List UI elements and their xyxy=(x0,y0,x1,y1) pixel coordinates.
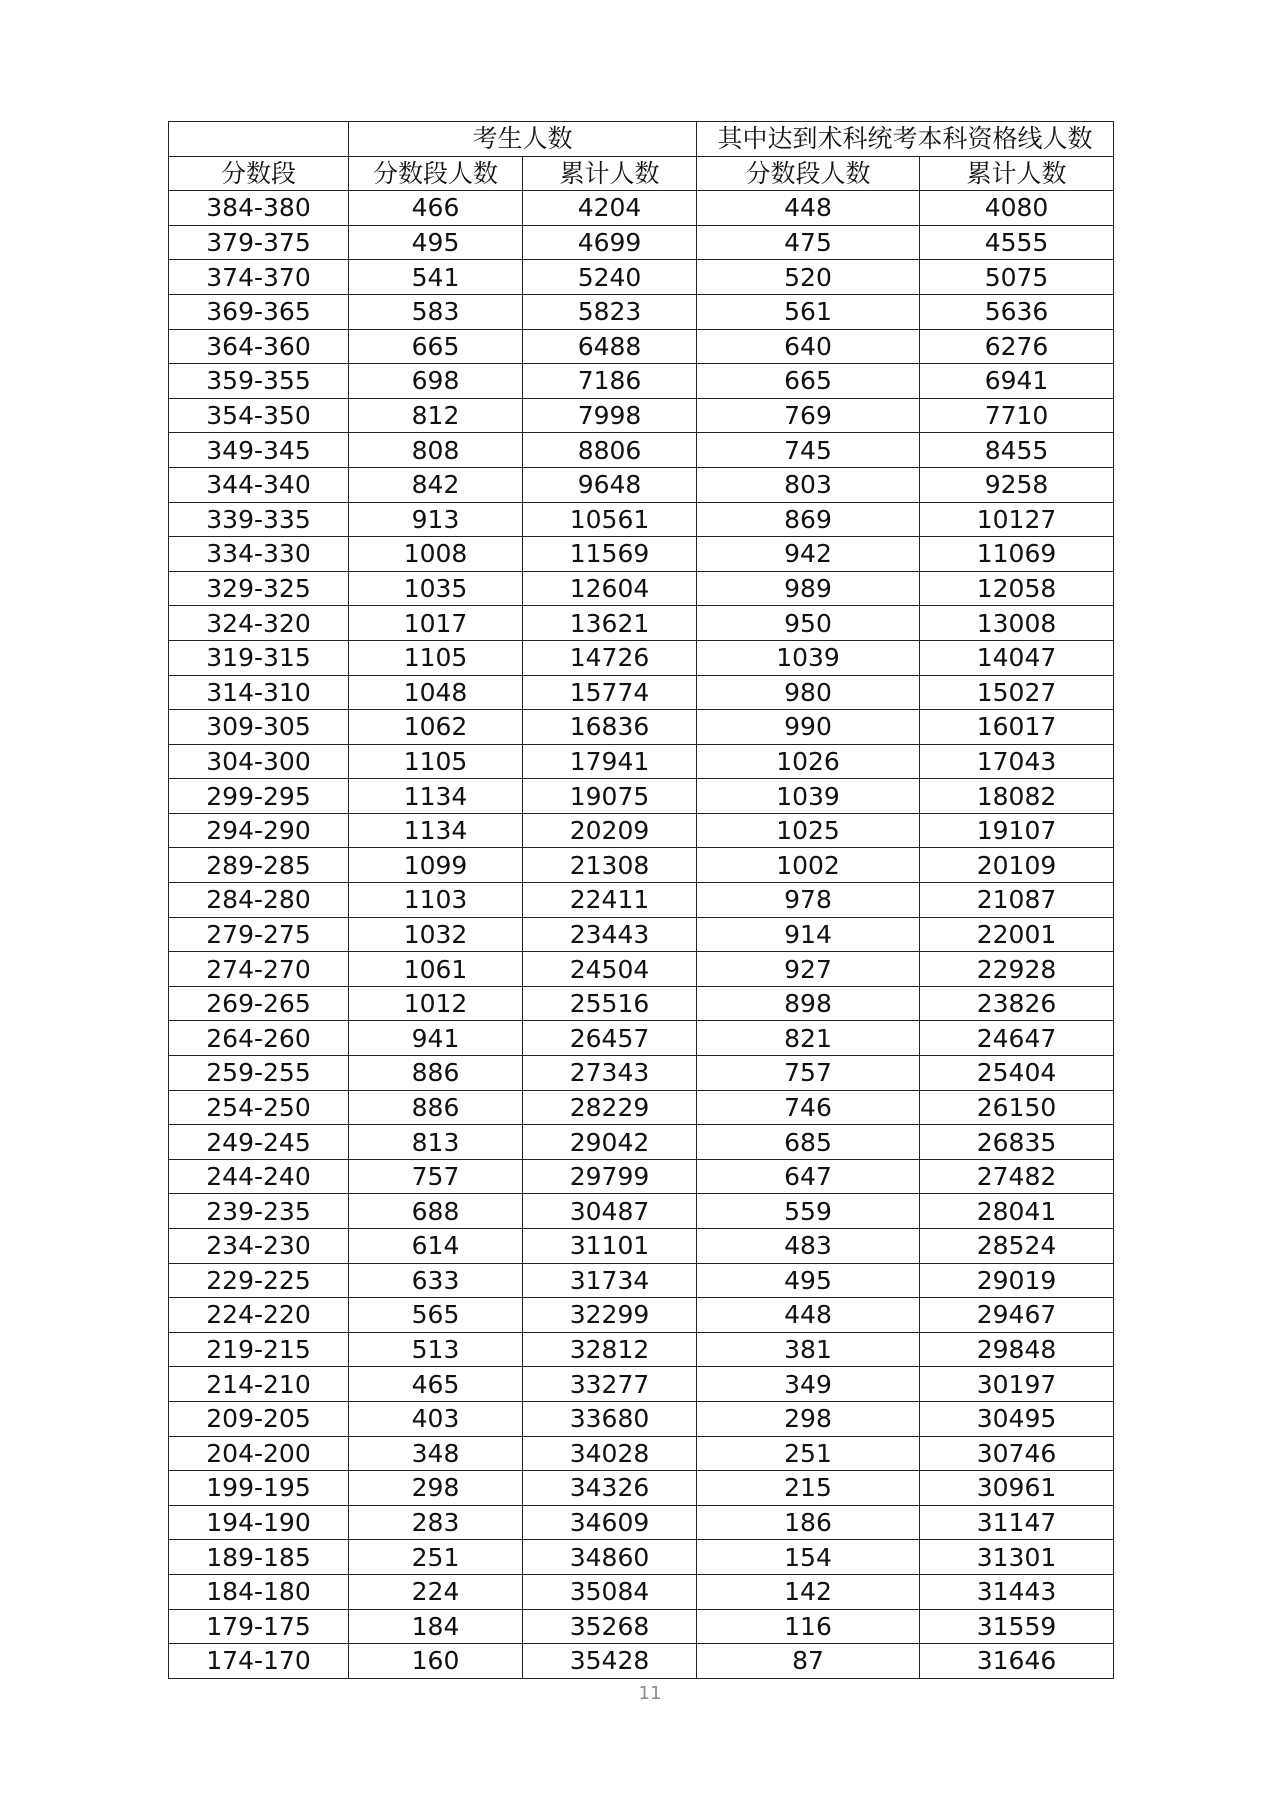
qualified-cumulative-count-cell: 31559 xyxy=(920,1609,1114,1644)
qualified-cumulative-count-cell: 31646 xyxy=(920,1644,1114,1679)
cumulative-count-cell: 4204 xyxy=(523,191,697,226)
table-row xyxy=(169,1505,1114,1540)
score-range-cell: 334-330 xyxy=(169,537,349,572)
qualified-segment-count-cell: 757 xyxy=(697,1056,920,1091)
qualified-segment-count-cell: 142 xyxy=(697,1574,920,1609)
score-range-cell: 349-345 xyxy=(169,433,349,468)
table-row xyxy=(169,260,1114,295)
table-row xyxy=(169,1229,1114,1264)
score-range-cell: 339-335 xyxy=(169,502,349,537)
qualified-segment-count-cell: 215 xyxy=(697,1471,920,1506)
qualified-segment-count-cell: 381 xyxy=(697,1332,920,1367)
segment-count-cell: 283 xyxy=(349,1505,523,1540)
cumulative-count-cell: 7998 xyxy=(523,398,697,433)
cumulative-count-cell: 13621 xyxy=(523,606,697,641)
segment-count-cell: 913 xyxy=(349,502,523,537)
qualified-segment-count-cell: 745 xyxy=(697,433,920,468)
header-qualified-cumulative-count: 累计人数 xyxy=(920,156,1114,191)
segment-count-cell: 583 xyxy=(349,294,523,329)
table-row xyxy=(169,1644,1114,1679)
qualified-cumulative-count-cell: 27482 xyxy=(920,1159,1114,1194)
segment-count-cell: 1134 xyxy=(349,779,523,814)
qualified-segment-count-cell: 990 xyxy=(697,710,920,745)
score-range-cell: 274-270 xyxy=(169,952,349,987)
cumulative-count-cell: 5823 xyxy=(523,294,697,329)
qualified-segment-count-cell: 495 xyxy=(697,1263,920,1298)
header-group-row xyxy=(169,122,1114,157)
score-range-cell: 354-350 xyxy=(169,398,349,433)
table-row xyxy=(169,191,1114,226)
qualified-segment-count-cell: 914 xyxy=(697,917,920,952)
table-row xyxy=(169,640,1114,675)
score-range-cell: 254-250 xyxy=(169,1090,349,1125)
qualified-segment-count-cell: 448 xyxy=(697,1298,920,1333)
qualified-cumulative-count-cell: 28524 xyxy=(920,1229,1114,1264)
table-row xyxy=(169,329,1114,364)
cumulative-count-cell: 11569 xyxy=(523,537,697,572)
score-range-cell: 319-315 xyxy=(169,640,349,675)
table-row xyxy=(169,744,1114,779)
score-range-cell: 184-180 xyxy=(169,1574,349,1609)
table-row xyxy=(169,1298,1114,1333)
score-range-cell: 299-295 xyxy=(169,779,349,814)
cumulative-count-cell: 25516 xyxy=(523,986,697,1021)
qualified-cumulative-count-cell: 13008 xyxy=(920,606,1114,641)
table-row xyxy=(169,952,1114,987)
segment-count-cell: 1032 xyxy=(349,917,523,952)
qualified-segment-count-cell: 746 xyxy=(697,1090,920,1125)
table-row xyxy=(169,917,1114,952)
qualified-cumulative-count-cell: 29467 xyxy=(920,1298,1114,1333)
qualified-segment-count-cell: 1039 xyxy=(697,640,920,675)
score-range-cell: 294-290 xyxy=(169,813,349,848)
qualified-segment-count-cell: 475 xyxy=(697,225,920,260)
score-range-cell: 309-305 xyxy=(169,710,349,745)
table-row xyxy=(169,1194,1114,1229)
segment-count-cell: 1048 xyxy=(349,675,523,710)
qualified-cumulative-count-cell: 22001 xyxy=(920,917,1114,952)
cumulative-count-cell: 4699 xyxy=(523,225,697,260)
qualified-segment-count-cell: 1025 xyxy=(697,813,920,848)
qualified-cumulative-count-cell: 8455 xyxy=(920,433,1114,468)
qualified-cumulative-count-cell: 23826 xyxy=(920,986,1114,1021)
qualified-cumulative-count-cell: 25404 xyxy=(920,1056,1114,1091)
table-row xyxy=(169,1263,1114,1298)
qualified-cumulative-count-cell: 9258 xyxy=(920,467,1114,502)
segment-count-cell: 941 xyxy=(349,1021,523,1056)
qualified-cumulative-count-cell: 28041 xyxy=(920,1194,1114,1229)
qualified-cumulative-count-cell: 19107 xyxy=(920,813,1114,848)
qualified-cumulative-count-cell: 7710 xyxy=(920,398,1114,433)
score-range-cell: 379-375 xyxy=(169,225,349,260)
qualified-cumulative-count-cell: 14047 xyxy=(920,640,1114,675)
score-range-cell: 204-200 xyxy=(169,1436,349,1471)
qualified-segment-count-cell: 520 xyxy=(697,260,920,295)
cumulative-count-cell: 15774 xyxy=(523,675,697,710)
cumulative-count-cell: 5240 xyxy=(523,260,697,295)
cumulative-count-cell: 14726 xyxy=(523,640,697,675)
qualified-segment-count-cell: 483 xyxy=(697,1229,920,1264)
table-body xyxy=(169,191,1114,1679)
table-row xyxy=(169,779,1114,814)
qualified-cumulative-count-cell: 30746 xyxy=(920,1436,1114,1471)
segment-count-cell: 812 xyxy=(349,398,523,433)
table-row xyxy=(169,1056,1114,1091)
table-row xyxy=(169,1021,1114,1056)
cumulative-count-cell: 29799 xyxy=(523,1159,697,1194)
cumulative-count-cell: 8806 xyxy=(523,433,697,468)
segment-count-cell: 224 xyxy=(349,1574,523,1609)
segment-count-cell: 842 xyxy=(349,467,523,502)
score-range-cell: 174-170 xyxy=(169,1644,349,1679)
cumulative-count-cell: 28229 xyxy=(523,1090,697,1125)
cumulative-count-cell: 19075 xyxy=(523,779,697,814)
segment-count-cell: 1061 xyxy=(349,952,523,987)
segment-count-cell: 808 xyxy=(349,433,523,468)
segment-count-cell: 813 xyxy=(349,1125,523,1160)
cumulative-count-cell: 29042 xyxy=(523,1125,697,1160)
qualified-segment-count-cell: 978 xyxy=(697,883,920,918)
segment-count-cell: 757 xyxy=(349,1159,523,1194)
segment-count-cell: 495 xyxy=(349,225,523,260)
score-range-cell: 179-175 xyxy=(169,1609,349,1644)
cumulative-count-cell: 34326 xyxy=(523,1471,697,1506)
qualified-cumulative-count-cell: 20109 xyxy=(920,848,1114,883)
segment-count-cell: 614 xyxy=(349,1229,523,1264)
table-row xyxy=(169,571,1114,606)
segment-count-cell: 1062 xyxy=(349,710,523,745)
score-range-cell: 214-210 xyxy=(169,1367,349,1402)
segment-count-cell: 698 xyxy=(349,364,523,399)
segment-count-cell: 886 xyxy=(349,1090,523,1125)
qualified-cumulative-count-cell: 5075 xyxy=(920,260,1114,295)
table-row xyxy=(169,502,1114,537)
segment-count-cell: 184 xyxy=(349,1609,523,1644)
qualified-segment-count-cell: 559 xyxy=(697,1194,920,1229)
score-range-cell: 329-325 xyxy=(169,571,349,606)
qualified-cumulative-count-cell: 22928 xyxy=(920,952,1114,987)
table-row xyxy=(169,364,1114,399)
segment-count-cell: 466 xyxy=(349,191,523,226)
segment-count-cell: 665 xyxy=(349,329,523,364)
segment-count-cell: 1103 xyxy=(349,883,523,918)
qualified-cumulative-count-cell: 10127 xyxy=(920,502,1114,537)
table-row xyxy=(169,1471,1114,1506)
qualified-cumulative-count-cell: 12058 xyxy=(920,571,1114,606)
cumulative-count-cell: 31734 xyxy=(523,1263,697,1298)
qualified-segment-count-cell: 116 xyxy=(697,1609,920,1644)
cumulative-count-cell: 31101 xyxy=(523,1229,697,1264)
cumulative-count-cell: 24504 xyxy=(523,952,697,987)
segment-count-cell: 160 xyxy=(349,1644,523,1679)
cumulative-count-cell: 27343 xyxy=(523,1056,697,1091)
cumulative-count-cell: 26457 xyxy=(523,1021,697,1056)
qualified-cumulative-count-cell: 26835 xyxy=(920,1125,1114,1160)
segment-count-cell: 565 xyxy=(349,1298,523,1333)
score-range-cell: 249-245 xyxy=(169,1125,349,1160)
qualified-cumulative-count-cell: 17043 xyxy=(920,744,1114,779)
score-range-cell: 384-380 xyxy=(169,191,349,226)
table-row xyxy=(169,986,1114,1021)
qualified-segment-count-cell: 665 xyxy=(697,364,920,399)
table-row xyxy=(169,1159,1114,1194)
qualified-cumulative-count-cell: 31147 xyxy=(920,1505,1114,1540)
qualified-cumulative-count-cell: 16017 xyxy=(920,710,1114,745)
segment-count-cell: 403 xyxy=(349,1401,523,1436)
header-column-row xyxy=(169,156,1114,191)
score-range-cell: 284-280 xyxy=(169,883,349,918)
qualified-cumulative-count-cell: 6276 xyxy=(920,329,1114,364)
cumulative-count-cell: 6488 xyxy=(523,329,697,364)
cumulative-count-cell: 33680 xyxy=(523,1401,697,1436)
segment-count-cell: 1017 xyxy=(349,606,523,641)
qualified-segment-count-cell: 1002 xyxy=(697,848,920,883)
segment-count-cell: 688 xyxy=(349,1194,523,1229)
segment-count-cell: 513 xyxy=(349,1332,523,1367)
qualified-segment-count-cell: 349 xyxy=(697,1367,920,1402)
score-range-cell: 219-215 xyxy=(169,1332,349,1367)
cumulative-count-cell: 35084 xyxy=(523,1574,697,1609)
qualified-segment-count-cell: 154 xyxy=(697,1540,920,1575)
table-row xyxy=(169,606,1114,641)
score-range-cell: 189-185 xyxy=(169,1540,349,1575)
qualified-segment-count-cell: 298 xyxy=(697,1401,920,1436)
header-candidates-group: 考生人数 xyxy=(349,122,697,157)
cumulative-count-cell: 35268 xyxy=(523,1609,697,1644)
table-row xyxy=(169,1540,1114,1575)
score-range-cell: 289-285 xyxy=(169,848,349,883)
header-score-range: 分数段 xyxy=(169,156,349,191)
cumulative-count-cell: 22411 xyxy=(523,883,697,918)
table-row xyxy=(169,1090,1114,1125)
score-range-cell: 364-360 xyxy=(169,329,349,364)
score-range-cell: 369-365 xyxy=(169,294,349,329)
cumulative-count-cell: 34609 xyxy=(523,1505,697,1540)
qualified-cumulative-count-cell: 11069 xyxy=(920,537,1114,572)
score-range-cell: 264-260 xyxy=(169,1021,349,1056)
cumulative-count-cell: 9648 xyxy=(523,467,697,502)
score-range-cell: 304-300 xyxy=(169,744,349,779)
segment-count-cell: 251 xyxy=(349,1540,523,1575)
header-qualified-group: 其中达到术科统考本科资格线人数 xyxy=(697,122,1114,157)
qualified-segment-count-cell: 942 xyxy=(697,537,920,572)
segment-count-cell: 1012 xyxy=(349,986,523,1021)
segment-count-cell: 1035 xyxy=(349,571,523,606)
score-range-cell: 199-195 xyxy=(169,1471,349,1506)
table-row xyxy=(169,675,1114,710)
score-range-cell: 269-265 xyxy=(169,986,349,1021)
qualified-cumulative-count-cell: 5636 xyxy=(920,294,1114,329)
cumulative-count-cell: 20209 xyxy=(523,813,697,848)
qualified-cumulative-count-cell: 29019 xyxy=(920,1263,1114,1298)
header-cumulative-count: 累计人数 xyxy=(523,156,697,191)
score-range-cell: 324-320 xyxy=(169,606,349,641)
qualified-segment-count-cell: 561 xyxy=(697,294,920,329)
qualified-cumulative-count-cell: 26150 xyxy=(920,1090,1114,1125)
qualified-cumulative-count-cell: 18082 xyxy=(920,779,1114,814)
table-row xyxy=(169,294,1114,329)
segment-count-cell: 1008 xyxy=(349,537,523,572)
table-row xyxy=(169,467,1114,502)
header-qualified-segment-count: 分数段人数 xyxy=(697,156,920,191)
qualified-segment-count-cell: 251 xyxy=(697,1436,920,1471)
cumulative-count-cell: 34860 xyxy=(523,1540,697,1575)
header-segment-count: 分数段人数 xyxy=(349,156,523,191)
table-row xyxy=(169,1401,1114,1436)
table-row xyxy=(169,813,1114,848)
table-header xyxy=(169,122,1114,191)
segment-count-cell: 1099 xyxy=(349,848,523,883)
qualified-segment-count-cell: 821 xyxy=(697,1021,920,1056)
score-range-cell: 229-225 xyxy=(169,1263,349,1298)
table-row xyxy=(169,225,1114,260)
qualified-segment-count-cell: 448 xyxy=(697,191,920,226)
segment-count-cell: 541 xyxy=(349,260,523,295)
qualified-segment-count-cell: 685 xyxy=(697,1125,920,1160)
cumulative-count-cell: 10561 xyxy=(523,502,697,537)
cumulative-count-cell: 21308 xyxy=(523,848,697,883)
qualified-segment-count-cell: 87 xyxy=(697,1644,920,1679)
page-number: 11 xyxy=(638,1683,662,1704)
score-range-cell: 359-355 xyxy=(169,364,349,399)
table-row xyxy=(169,883,1114,918)
segment-count-cell: 298 xyxy=(349,1471,523,1506)
qualified-cumulative-count-cell: 31443 xyxy=(920,1574,1114,1609)
cumulative-count-cell: 34028 xyxy=(523,1436,697,1471)
cumulative-count-cell: 30487 xyxy=(523,1194,697,1229)
cumulative-count-cell: 35428 xyxy=(523,1644,697,1679)
score-range-cell: 344-340 xyxy=(169,467,349,502)
cumulative-count-cell: 16836 xyxy=(523,710,697,745)
qualified-segment-count-cell: 927 xyxy=(697,952,920,987)
table-row xyxy=(169,710,1114,745)
qualified-cumulative-count-cell: 4555 xyxy=(920,225,1114,260)
score-range-cell: 239-235 xyxy=(169,1194,349,1229)
qualified-segment-count-cell: 1026 xyxy=(697,744,920,779)
cumulative-count-cell: 32299 xyxy=(523,1298,697,1333)
qualified-segment-count-cell: 980 xyxy=(697,675,920,710)
qualified-segment-count-cell: 640 xyxy=(697,329,920,364)
segment-count-cell: 348 xyxy=(349,1436,523,1471)
qualified-cumulative-count-cell: 24647 xyxy=(920,1021,1114,1056)
table-row xyxy=(169,1609,1114,1644)
qualified-segment-count-cell: 989 xyxy=(697,571,920,606)
score-range-cell: 209-205 xyxy=(169,1401,349,1436)
score-range-cell: 374-370 xyxy=(169,260,349,295)
qualified-cumulative-count-cell: 30961 xyxy=(920,1471,1114,1506)
table-row xyxy=(169,1125,1114,1160)
score-range-cell: 244-240 xyxy=(169,1159,349,1194)
table-row xyxy=(169,1332,1114,1367)
score-distribution-table xyxy=(168,121,1114,1679)
qualified-cumulative-count-cell: 4080 xyxy=(920,191,1114,226)
cumulative-count-cell: 32812 xyxy=(523,1332,697,1367)
table-row xyxy=(169,537,1114,572)
cumulative-count-cell: 33277 xyxy=(523,1367,697,1402)
qualified-segment-count-cell: 769 xyxy=(697,398,920,433)
qualified-cumulative-count-cell: 29848 xyxy=(920,1332,1114,1367)
table-row xyxy=(169,1436,1114,1471)
qualified-segment-count-cell: 186 xyxy=(697,1505,920,1540)
score-range-cell: 234-230 xyxy=(169,1229,349,1264)
header-blank-cell xyxy=(169,122,349,157)
qualified-cumulative-count-cell: 31301 xyxy=(920,1540,1114,1575)
segment-count-cell: 1134 xyxy=(349,813,523,848)
score-range-cell: 224-220 xyxy=(169,1298,349,1333)
cumulative-count-cell: 12604 xyxy=(523,571,697,606)
score-range-cell: 194-190 xyxy=(169,1505,349,1540)
qualified-segment-count-cell: 1039 xyxy=(697,779,920,814)
qualified-segment-count-cell: 647 xyxy=(697,1159,920,1194)
segment-count-cell: 465 xyxy=(349,1367,523,1402)
table-row xyxy=(169,1574,1114,1609)
qualified-cumulative-count-cell: 6941 xyxy=(920,364,1114,399)
table-row xyxy=(169,1367,1114,1402)
score-range-cell: 259-255 xyxy=(169,1056,349,1091)
table-row xyxy=(169,848,1114,883)
qualified-cumulative-count-cell: 30495 xyxy=(920,1401,1114,1436)
segment-count-cell: 1105 xyxy=(349,744,523,779)
segment-count-cell: 886 xyxy=(349,1056,523,1091)
cumulative-count-cell: 7186 xyxy=(523,364,697,399)
qualified-cumulative-count-cell: 15027 xyxy=(920,675,1114,710)
segment-count-cell: 1105 xyxy=(349,640,523,675)
qualified-segment-count-cell: 869 xyxy=(697,502,920,537)
segment-count-cell: 633 xyxy=(349,1263,523,1298)
table-row xyxy=(169,433,1114,468)
score-range-cell: 279-275 xyxy=(169,917,349,952)
qualified-segment-count-cell: 803 xyxy=(697,467,920,502)
cumulative-count-cell: 23443 xyxy=(523,917,697,952)
qualified-segment-count-cell: 898 xyxy=(697,986,920,1021)
qualified-cumulative-count-cell: 21087 xyxy=(920,883,1114,918)
qualified-segment-count-cell: 950 xyxy=(697,606,920,641)
cumulative-count-cell: 17941 xyxy=(523,744,697,779)
table-row xyxy=(169,398,1114,433)
qualified-cumulative-count-cell: 30197 xyxy=(920,1367,1114,1402)
score-range-cell: 314-310 xyxy=(169,675,349,710)
